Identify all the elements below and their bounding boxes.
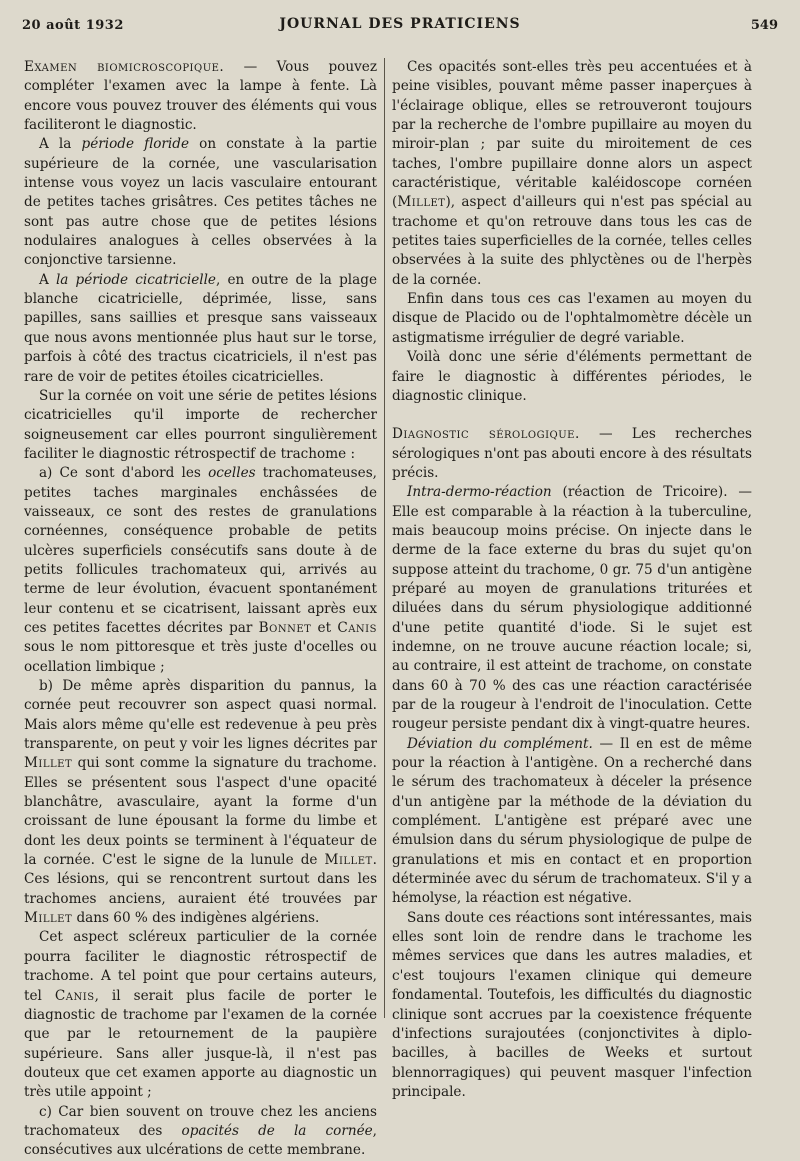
section-heading-serological: Diagnostic sérologique. — [392, 426, 580, 443]
paragraph-text: . Ces lésions, qui se rencontrent surtout dans les trachomes anciens, auraient été trouvées par — [24, 852, 377, 907]
header-date: 20 août 1932 — [22, 18, 124, 33]
paragraph-florid-period — [24, 135, 377, 270]
paragraph-text: ), aspect d'ailleurs qui n'est pas spécial au trachome et qu'on retrouve dans tous les cas de petites taies superficielles de la cornée, telles celles observées à la suite des phlyctènes ou de l'herpès de la cornée. — [392, 194, 752, 288]
subheading-intradermo: Intra-dermo-réaction — [406, 484, 552, 501]
emphasis-text: opacités de la cornée — [181, 1122, 373, 1139]
paragraph-text: Enfin dans tous ces cas l'examen au moyen du disque de Placido ou de l'ophtalmomètre décèle un astigmatisme irrégulier de degré variable. — [392, 291, 752, 346]
paragraph-ocelles — [24, 464, 377, 677]
emphasis-text: période floride — [81, 136, 190, 153]
paragraph-clinical-summary — [392, 348, 752, 406]
author-name: Millet — [24, 910, 73, 927]
author-name: Millet — [324, 852, 373, 869]
paragraph-text: sous le nom pittoresque et très juste d'ocelles ou ocellation limbique ; — [24, 639, 377, 675]
heading-dash: — — [579, 426, 632, 443]
subheading-complement-deviation: Déviation du complément. — [406, 735, 593, 752]
paragraph-text: on constate à la partie supérieure de la cornée, une vascularisation intense vous voyez un lacis vasculaire entourant de petites taches grisâtres. Ces petites tâches ne sont pas autre chose que de petites lésions nodulaires analogues à celles observées à la conjonctive tarsienne. — [24, 136, 377, 269]
paragraph-text: a) Ce sont d'abord les — [38, 465, 209, 482]
paragraph-text: b) De même après disparition du pannus, la cornée peut recouvrer son aspect quasi normal. Mais alors même qu'elle est redevenue à peu près transparente, on peut y voir les lignes décrites par — [24, 678, 377, 753]
paragraph-pannus — [24, 677, 377, 928]
paragraph-biomicroscopic-exam — [24, 58, 377, 135]
paragraph-text: et — [311, 619, 338, 636]
paragraph-opacities-shadow — [392, 58, 752, 290]
column-divider — [384, 58, 385, 1018]
paragraph-text: dans 60 % des indigènes algériens. — [72, 910, 320, 927]
emphasis-text: ocelles — [208, 465, 256, 482]
paragraph-text: Ces opacités sont-elles très peu accentuées et à peine visibles, pouvant même passer inaperçues à l'éclairage oblique, elles se retrouveront toujours par la recherche de l'ombre pupillaire au moyen du miroir-plan ; par suite du miroitement de ces taches, l'ombre pupillaire donne alors un aspect caractéristique, véritable kaléidoscope cornéen ( — [392, 59, 752, 211]
paragraph-text: c) Car bien souvent on trouve chez les anciens trachomateux des — [24, 1103, 377, 1139]
paragraph-serological-diagnosis — [392, 425, 752, 483]
author-name: Canis — [54, 987, 95, 1004]
paragraph-text: A la — [38, 136, 82, 153]
paragraph-text: , en outre de la plage blanche cicatricielle, déprimée, lisse, sans papilles, sans saillies et presque sans vaisseaux que nous avons mentionnée plus haut sur le torse, parfois à côté des tractus cicatriciels, il n'est pas rare de voir de petites étoiles cicatricielles. — [24, 271, 377, 385]
paragraph-corneal-opacities — [24, 1103, 377, 1161]
paragraph-text: Voilà donc une série d'éléments permettant de faire le diagnostic à différentes périodes, le diagnostic clinique. — [392, 349, 752, 404]
author-name: Canis — [337, 619, 377, 636]
paragraph-text: Sans doute ces réactions sont intéressantes, mais elles sont loin de rendre dans le trachome les mêmes services que dans les autres maladies, et c'est toujours l'examen clinique qui demeure fondamental. Toutefois, les difficultés du diagnostic clinique sont accrues par la coexistence fréquente d'infections surajoutées (conjonctivites à diplo-bacilles, à bacilles de Weeks et surtout blennorragiques) qui peuvent masquer l'infection principale. — [392, 909, 752, 1100]
paragraph-placido-disc — [392, 290, 752, 348]
right-column — [392, 58, 752, 1102]
running-header — [22, 14, 778, 36]
paragraph-cicatricial-period — [24, 271, 377, 387]
section-spacer — [392, 406, 752, 425]
paragraph-text: , il serait plus facile de porter le diagnostic de trachome par l'examen de la cornée que par le retournement de la paupière supérieure. Sans aller jusque-là, il n'est pas douteux que cet examen apporte au diagnostic un très utile appoint ; — [24, 987, 377, 1101]
paragraph-text: Sur la cornée on voit une série de petites lésions cicatricielles qu'il importe de rechercher soigneusement car elles pourront singulièrement faciliter le diagnostic rétrospectif de trachome : — [24, 387, 377, 462]
paragraph-conclusion — [392, 909, 752, 1102]
paragraph-text: trachomateuses, petites taches marginales enchâssées de vaisseaux, ce sont des restes de granulations cornéennes, conséquence probable de petits ulcères superficiels consécutifs sans doute à de petits follicules trachomateux qui, arrivés au terme de leur évolution, évacuent spontanément leur contenu et se cicatrisent, laissant après eux ces petites facettes décrites par — [24, 465, 377, 636]
paragraph-text: — Il en est de même pour la réaction à l'antigène. On a recherché dans le sérum des trachomateux à déceler la présence d'un antigène par la méthode de la déviation du complément. L'antigène est préparé avec une émulsion dans du sérum physiologique de pulpe de granulations et mis en contact et en proportion déterminée avec du sérum de trachomateux. S'il y a hémolyse, la réaction est négative. — [392, 735, 752, 907]
left-column — [24, 58, 377, 1161]
paragraph-text: Les recherches sérologiques n'ont pas abouti encore à des résultats précis. — [392, 426, 752, 481]
section-heading-biomicroscopic: Examen biomicroscopique. — [24, 59, 225, 75]
author-name: Millet — [24, 755, 73, 772]
paragraph-text: qui sont comme la signature du trachome. Elles se présentent sous l'aspect d'une opacité blanchâtre, avasculaire, ayant la forme d'un croissant de lune épousant la forme du limbe et dont les deux points se terminent à l'équateur de la cornée. C'est le signe de la lunule de — [24, 755, 377, 869]
paragraph-text: A — [38, 271, 56, 288]
page-number: 549 — [750, 18, 778, 33]
paragraph-text: , consécutives aux ulcérations de cette membrane. — [24, 1122, 377, 1159]
paragraph-text: Cet aspect scléreux particulier de la cornée pourra faciliter le diagnostic rétrospectif de trachome. A tel point que pour certains auteurs, tel — [24, 929, 377, 1004]
emphasis-text: la période cicatricielle — [55, 271, 216, 288]
author-name: Millet — [397, 194, 446, 211]
paragraph-text: Vous pouvez compléter l'examen avec la lampe à fente. Là encore vous pouvez trouver des éléments qui vous faciliteront le diagnostic. — [24, 59, 377, 134]
paragraph-complement-deviation — [392, 735, 752, 909]
paragraph-intradermo-reaction — [392, 483, 752, 734]
paragraph-cornea-lesions — [24, 387, 377, 464]
journal-title: JOURNAL DES PRATICIENS — [279, 16, 521, 32]
paragraph-sclerous-aspect — [24, 928, 377, 1102]
paragraph-text: (réaction de Tricoire). — Elle est comparable à la réaction à la tuberculine, mais beaucoup moins précise. On injecte dans le derme de la face externe du bras du sujet qu'on suppose atteint du trachome, 0 gr. 75 d'un antigène préparé au moyen de granulations triturées et diluées dans du sérum physiologique additionné d'une petite quantité d'iode. Si le sujet est indemne, on ne trouve aucune réaction locale; si, au contraire, il est atteint de trachome, on constate dans 60 à 70 % des cas une réaction caractérisée par de la rougeur à l'endroit de l'inoculation. Cette rougeur persiste pendant dix à vingt-quatre heures. — [392, 484, 752, 733]
heading-dash: — — [224, 59, 277, 75]
author-name: Bonnet — [258, 619, 312, 636]
